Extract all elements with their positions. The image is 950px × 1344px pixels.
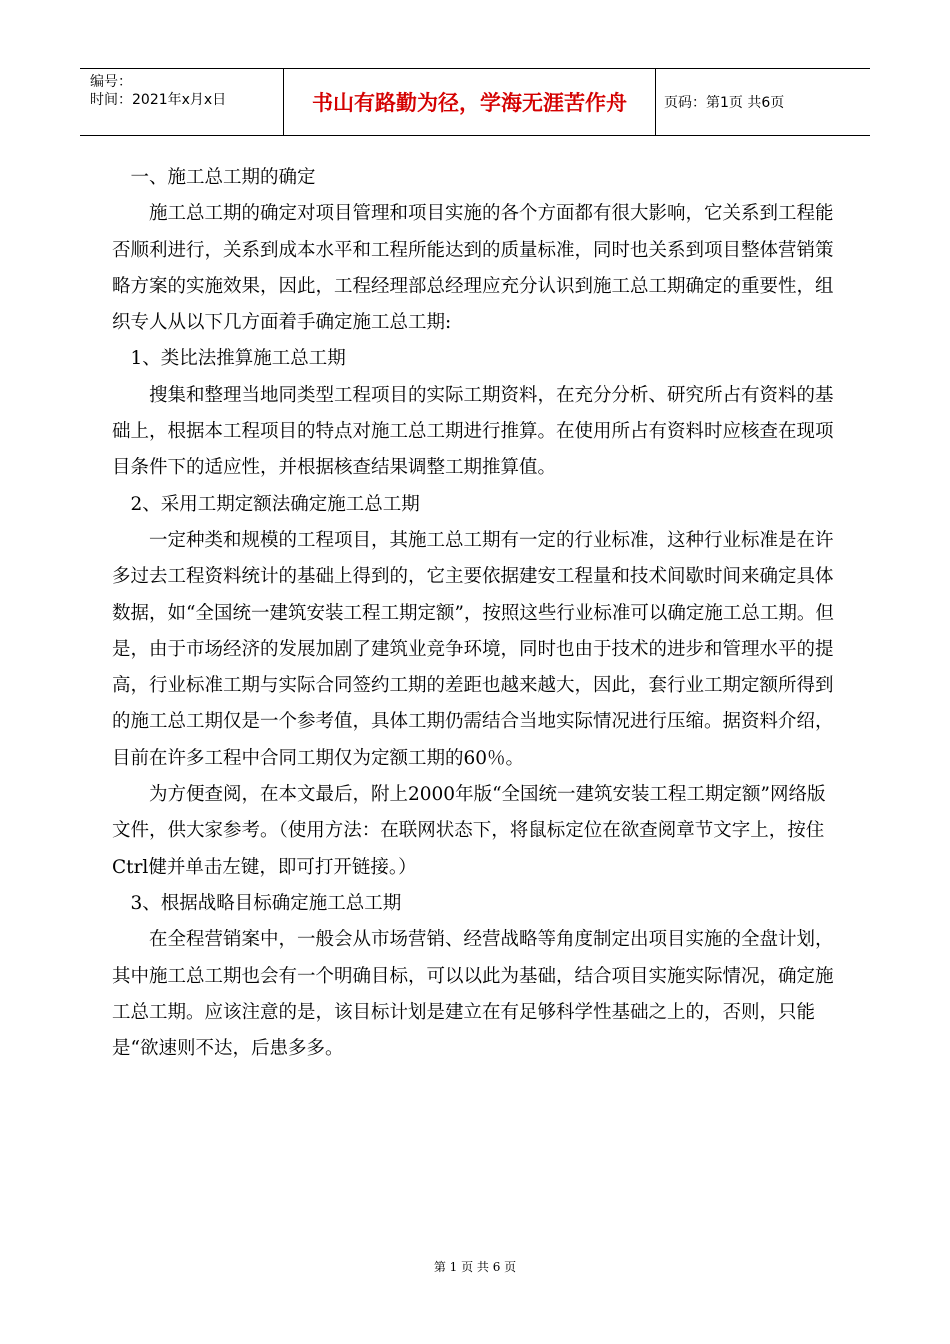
subsection-heading: 2、采用工期定额法确定施工总工期	[130, 493, 420, 515]
body-paragraph: 为方便查阅，在本文最后，附上2000年版“全国统一建筑安装工程工期定额”网络版文件，供大家参考。（使用方法：在联网状态下，将鼠标定位在欲查阅章节文字上，按住Ctrl健并单击左键，即可打开链接。）	[112, 784, 826, 878]
document-number-label: 编号：	[90, 74, 132, 90]
body-paragraph: 一定种类和规模的工程项目，其施工总工期有一定的行业标准，这种行业标准是在许多过去工程资料统计的基础上得到的，它主要依据建安工程量和技术间歇时间来确定具体数据，如“全国统一建筑安装工程工期定额”，按照这些行业标准可以确定施工总工期。但是，由于市场经济的发展加剧了建筑业竞争环境，同时也由于技术的进步和管理水平的提高，行业标准工期与实际合同签约工期的差距也越来越大，因此，套行业工期定额所得到的施工总工期仅是一个参考值，具体工期仍需结合当地实际情况进行压缩。据资料介绍，目前在许多工程中合同工期仅为定额工期的60％。	[112, 529, 834, 769]
document-header	[80, 68, 870, 136]
document-body	[112, 160, 834, 1067]
page-footer: 第 1 页 共 6 页	[433, 1260, 517, 1274]
header-info-cell	[80, 69, 284, 135]
body-paragraph: 施工总工期的确定对项目管理和项目实施的各个方面都有很大影响，它关系到工程能否顺利进行，关系到成本水平和工程所能达到的质量标准，同时也关系到项目整体营销策略方案的实施效果，因此，工程经理部总经理应充分认识到施工总工期确定的重要性，组织专人从以下几方面着手确定施工总工期:	[112, 203, 834, 334]
header-page-label: 页码：第1页 共6页	[664, 95, 785, 111]
body-paragraph: 在全程营销案中，一般会从市场营销、经营战略等角度制定出项目实施的全盘计划，其中施工总工期也会有一个明确目标，可以以此为基础，结合项目实施实际情况，确定施工总工期。应该注意的是，该目标计划是建立在有足够科学性基础之上的，否则，只能是“欲速则不达，后患多多。	[112, 929, 834, 1060]
subsection-heading: 1、类比法推算施工总工期	[130, 348, 346, 370]
header-motto: 书山有路勤为径，学海无涯苦作舟	[284, 69, 656, 135]
document-time-label: 时间：2021年x月x日	[90, 92, 227, 108]
section-heading: 一、施工总工期的确定	[130, 167, 316, 188]
subsection-heading: 3、根据战略目标确定施工总工期	[130, 892, 402, 914]
body-paragraph: 搜集和整理当地同类型工程项目的实际工期资料，在充分分析、研究所占有资料的基础上，根据本工程项目的特点对施工总工期进行推算。在使用所占有资料时应核查在现项目条件下的适应性，并根据核查结果调整工期推算值。	[112, 384, 834, 479]
